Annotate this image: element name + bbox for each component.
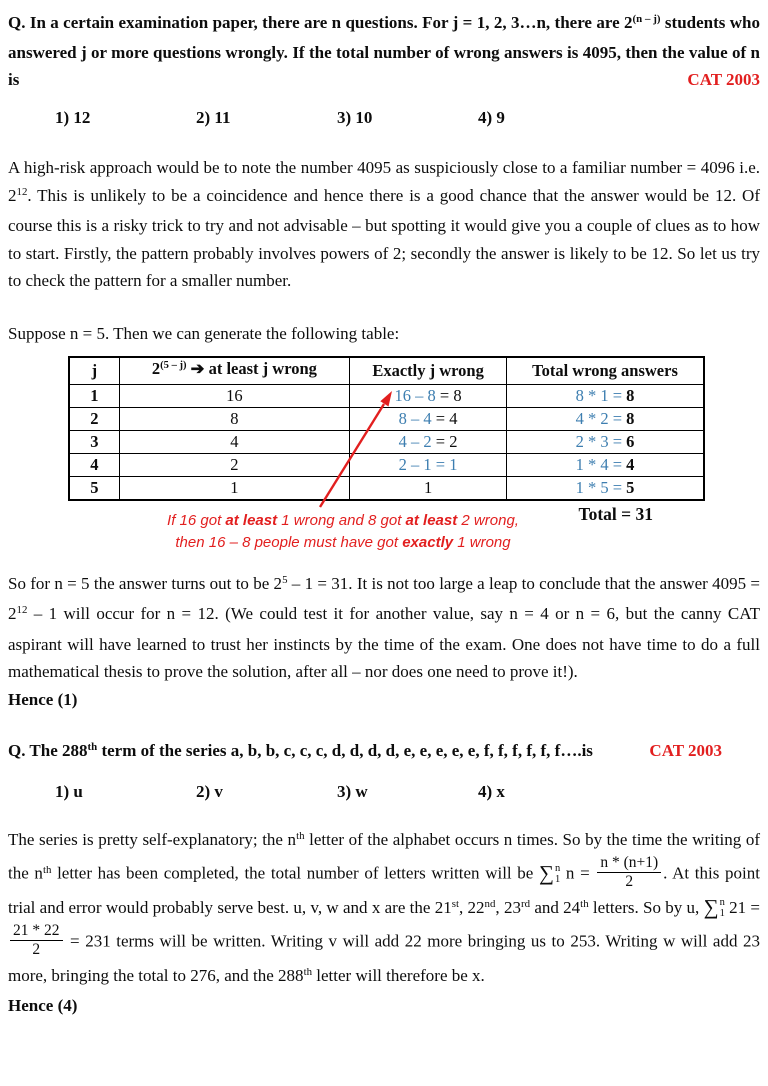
table-header-cell [350,357,507,384]
text-run: 1 [423,477,433,497]
text-run: then 16 – 8 people must have got [175,533,403,551]
frac-run: $\frac{21 * 22}{2}$ [10,922,63,960]
text-run: = 231 terms will be written. Writing v will add 22 more bringing us to 253. Writing w will add 23 more, bringing the total to 276, and the 288 [8,931,760,985]
option-2: 2) 11 [196,108,231,127]
text-run: th [303,965,313,978]
table-row [69,407,704,430]
table-cell [119,476,350,500]
text-run: letter has been completed, the total number of letters written will be [51,863,540,883]
table-row [69,430,704,453]
text-run: j [91,360,98,380]
frac-run: $\frac{n * (n+1)}{2}$ [597,854,661,892]
option-3: 3) 10 [337,108,373,127]
option-1: 1) u [55,781,83,801]
table-cell [119,430,350,453]
solution-2-paragraph [8,570,760,686]
text-run: 16 – 8 [394,385,436,405]
suppose-line: Suppose n = 5. Then we can generate the following table: [8,323,400,343]
text-run: th [580,897,589,910]
text-run: and 24 [530,897,581,917]
option-3: 3) w [337,781,368,801]
table-cell [69,430,119,453]
total-label: Total = 31 [578,503,653,524]
text-run: 2 [90,408,99,428]
text-run: 8 [230,408,239,428]
text-run: th [87,740,98,753]
text-run: at least [225,511,278,529]
text-run: – 1 will occur for n = 12. (We could test it for another value, say n = 4 or n = 6, but the canny CAT aspirant will have learned to trust her instincts by the time of the exam. One does not have time to do a full mathematical thesis to prove the solution, after all – nor does one need to prove it!). [8,604,760,681]
option-2: 2) v [196,781,223,801]
annotation-line-1 [133,510,553,532]
text-run: 8 – 4 [398,408,432,428]
table-header-cell [69,357,119,384]
table-cell [507,430,705,453]
text-run: 2 – 1 = 1 [398,454,458,474]
text-run: = 4 [431,408,458,428]
hence-1: Hence (1) [8,689,78,709]
text-run: 5 [90,477,99,497]
annotation-line-2 [133,532,553,554]
text-run: 5 [626,477,635,497]
sigma-run: ∑ n 1 [703,895,725,920]
question-1-text [8,13,760,89]
text-run: rd [520,897,531,910]
text-run: nd [484,897,496,910]
solution-3-paragraph [8,826,760,993]
working-table-section [8,356,760,554]
text-run: 2 wrong, [457,511,519,529]
text-run: 2 [151,359,161,379]
text-run: th [296,829,305,842]
text-run: 8 * 1 = [575,385,627,405]
text-run: 4 [230,431,239,451]
text-run: Exactly j wrong [372,360,484,380]
text-run: 21 = [724,897,761,917]
table-header-cell [119,357,350,384]
option-4: 4) x [478,781,505,801]
annotation-note [133,510,553,554]
table-cell [119,384,350,407]
text-run: 2 * 3 = [575,431,627,451]
text-run: (n – j) [632,13,661,26]
text-run: 12 [16,604,28,617]
sigma-run: ∑ n 1 [539,861,561,886]
text-run: (5 – j) [160,360,187,372]
table-cell [507,407,705,430]
question-1-options [55,108,760,128]
text-run: A high-risk approach would be to note the number 4095 as suspiciously close to a familiar number = 4096 i.e. 2 [8,158,760,205]
text-run: th [42,863,52,876]
table-header-cell [507,357,705,384]
text-run: . At this point trial and error would probably serve best. u, v, w and x are the 21 [8,863,760,917]
text-run: 6 [626,431,635,451]
table-cell [350,384,507,407]
text-run: , 23 [495,897,521,917]
table-cell [507,384,705,407]
question-2 [8,737,760,767]
text-run: letter will therefore be x. [312,965,485,985]
cat-2003-tag-1: CAT 2003 [687,70,760,89]
table-cell [507,476,705,500]
text-run: term of the series a, b, b, c, c, c, d, d, d, d, e, e, e, e, e, f, f, f, f, f, f….is [97,740,593,760]
text-run: 1 * 5 = [575,477,627,497]
text-run: , 22 [459,897,485,917]
text-run: = 8 [435,385,462,405]
table-header-row [69,357,704,384]
text-run: The series is pretty self-explanatory; the n [8,829,297,849]
text-run: letter of the alphabet occurs n times. So by the time the writing of the n [8,829,761,883]
text-run: at least [405,511,458,529]
text-run: 1 [90,385,99,405]
text-run: . This is unlikely to be a coincidence and hence there is a good chance that the answer would be 12. Of course this is a risky trick to try and not advisable – but spotting it would give you a couple of clues as to how to start. Firstly, the pattern probably involves powers of 2; secondly the answer is likely to be 12. So let us try to check the pattern for a smaller number. [8,185,760,290]
table-cell [507,453,705,476]
table-cell [69,407,119,430]
working-table [68,356,705,501]
question-1 [8,9,760,93]
text-run: ➔ at least j wrong [186,359,317,379]
text-run: Q. The 288 [8,740,88,760]
text-run: = 2 [431,431,458,451]
text-run: 4 – 2 [398,431,432,451]
text-run: 1 * 4 = [575,454,627,474]
text-run: So for n = 5 the answer turns out to be 2 [8,573,283,593]
note-row [8,501,760,554]
table-row [69,453,704,476]
text-run: 1 [230,477,239,497]
table-cell [69,453,119,476]
text-run: – 1 = 31. It is not too large a leap to conclude that the answer 4095 = 2 [8,573,760,623]
table-row [69,384,704,407]
table-cell [350,453,507,476]
question-2-text [8,741,593,760]
option-4: 4) 9 [478,108,505,127]
text-run: Q. In a certain examination paper, there are n questions. For j = 1, 2, 3…n, there are 2 [8,13,633,32]
text-run: If 16 got [167,511,226,529]
table-cell [69,384,119,407]
text-run: Total wrong answers [532,360,678,380]
text-run: letters. So by u, [588,897,704,917]
text-run: 5 [282,573,288,586]
table-cell [69,476,119,500]
text-run: 4 * 2 = [575,408,627,428]
table-cell [119,453,350,476]
text-run: n = [560,863,596,883]
table-row [69,476,704,500]
table-cell [350,407,507,430]
text-run: 8 [626,408,635,428]
solution-1-paragraph [8,154,760,295]
text-run: 16 [226,385,243,405]
text-run: 4 [626,454,635,474]
text-run: 12 [16,185,28,198]
table-cell [119,407,350,430]
text-run: students who answered j or more questions wrongly. If the total number of wrong answers is 4095, then the value of n is [8,13,761,89]
hence-2: Hence (4) [8,996,78,1016]
question-2-options [55,782,760,802]
text-run: 1 wrong and 8 got [277,511,406,529]
option-1: 1) 12 [55,108,91,127]
text-run: 3 [90,431,99,451]
text-run: 8 [626,385,635,405]
cat-2003-tag-2: CAT 2003 [649,740,722,760]
text-run: 4 [90,454,99,474]
text-run: st [451,897,459,910]
text-run: 2 [230,454,239,474]
table-cell [350,476,507,500]
text-run: exactly [402,533,454,551]
table-cell [350,430,507,453]
text-run: 1 wrong [453,533,511,551]
